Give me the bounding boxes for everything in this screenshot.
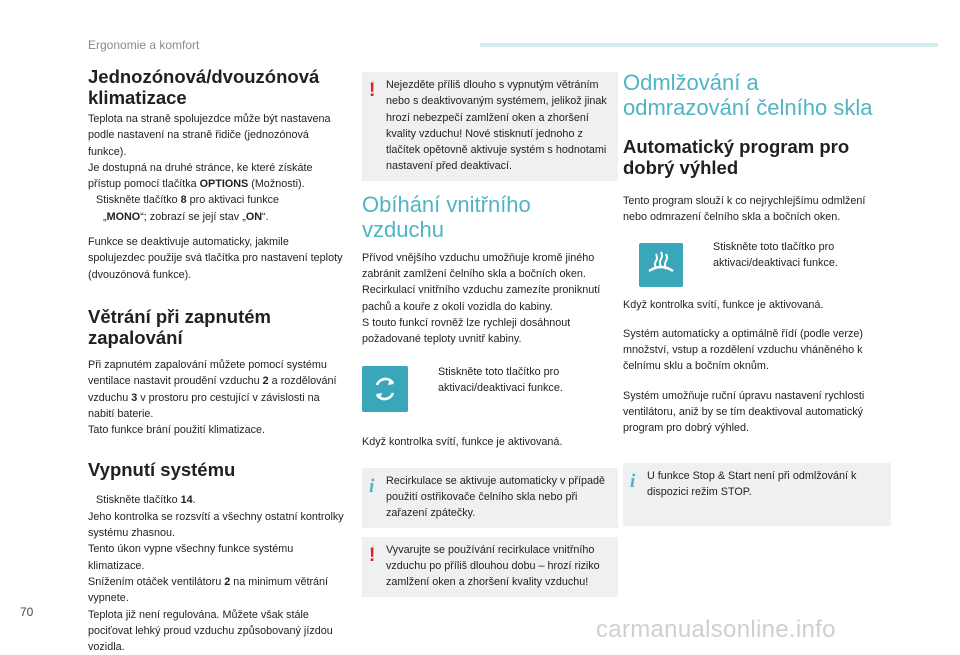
page-number: 70 (20, 605, 34, 619)
watermark: carmanualsonline.info (596, 616, 836, 643)
info-box: i Recirkulace se aktivuje automaticky v případě použití ostřikovače čelního skla nebo při zařazení zpátečky. (362, 468, 618, 528)
paragraph: Recirkulací vnitřního vzduchu zamezíte proniknutí pachů a kouře z okolí vozidla do kabiny. (362, 284, 601, 313)
recirculation-icon (362, 366, 408, 412)
paragraph: S touto funkcí rovněž lze rychleji dosáhnout požadované teploty uvnitř kabiny. (362, 316, 571, 346)
paragraph: Snížením otáček ventilátoru 2 na minimum větrání vypnete. (88, 575, 329, 605)
paragraph: Když kontrolka svítí, funkce je aktivovaná. (623, 298, 824, 311)
paragraph: Funkce se deaktivuje automaticky, jakmile spolujezdec použije svá tlačítka pro nastavení teploty (dvouzónová funkce). (88, 236, 343, 281)
button-instruction: Stiskněte toto tlačítko pro aktivaci/deaktivaci funkce. (623, 239, 891, 295)
paragraph: Tento úkon vypne všechny funkce systému klimatizace. (88, 543, 294, 572)
warning-box: ! Vyvarujte se používání recirkulace vnitřního vzduchu po příliš dlouhou dobu – hrozí riziko zamlžení oken a zhoršení kvality vzduchu! (362, 537, 618, 597)
info-box: i U funkce Stop & Start není při odmlžování k dispozici režim STOP. (623, 463, 891, 526)
paragraph: Přívod vnějšího vzduchu umožňuje kromě jiného zabránit zamlžení čelního skla a bočních oken. (362, 251, 595, 281)
paragraph: Systém umožňuje ruční úpravu nastavení rychlosti ventilátoru, aniž by se tím deaktivoval automatický program pro dobrý výhled. (623, 389, 865, 435)
warning-icon: ! (369, 544, 376, 566)
section-title-switch-off: Vypnutí systému (88, 459, 236, 481)
paragraph: Je dostupná na druhé stránce, ke které získáte přístup pomocí tlačítka OPTIONS (Možnosti). (88, 161, 313, 191)
paragraph: Jeho kontrolka se rozsvítí a všechny ostatní kontrolky systému zhasnou. (88, 510, 344, 540)
paragraph: Tato funkce brání použití klimatizace. (88, 424, 266, 437)
section-title-demisting: Odmlžování a odmrazování čelního skla (623, 70, 873, 120)
bullet-continuation: „MONO“; zobrazí se její stav „ON“. (103, 210, 269, 223)
paragraph: Teplota na straně spolujezdce může být nastavena podle nastavení na straně řidiče (jednozónová funkce). (88, 113, 331, 158)
section-title-visibility: Automatický program pro dobrý výhled (623, 136, 850, 178)
section-title-recirculation: Obíhání vnitřního vzduchu (362, 191, 531, 242)
paragraph: Když kontrolka svítí, funkce je aktivovaná. (362, 435, 563, 448)
paragraph: Teplota již není regulována. Můžete však stále pociťovat lehký proud vzduchu způsobovaný jízdou vozidla. (88, 608, 333, 654)
paragraph: Systém automaticky a optimálně řídí (podle verze) množství, vstup a rozdělení vzduchu vháněného k čelnímu sklu a bočním oknům. (623, 327, 864, 373)
paragraph: Při zapnutém zapalování můžete pomocí systému ventilace nastavit proudění vzduchu 2 a rozdělování vzduchu 3 v prostoru pro cestující v závislosti na nabití baterie. (88, 358, 337, 420)
warning-icon: ! (369, 80, 376, 101)
paragraph: Tento program slouží k co nejrychlejšímu odmlžení nebo odmrazení čelního skla a bočních oken. (623, 195, 866, 224)
windscreen-defrost-icon (639, 243, 683, 287)
section-header: Ergonomie a komfort (88, 38, 200, 52)
section-title-ventilation: Větrání při zapnutém zapalování (88, 305, 271, 348)
column-1 (88, 66, 348, 655)
section-title-climate: Jednozónová/dvouzónová klimatizace (88, 66, 320, 108)
button-instruction: Stiskněte toto tlačítko pro aktivaci/deaktivaci funkce. (362, 364, 618, 434)
bullet-item: Stiskněte tlačítko 8 pro aktivaci funkce (96, 194, 280, 207)
column-3 (623, 70, 891, 526)
bullet-item: Stiskněte tlačítko 14. (96, 494, 196, 507)
header-accent-bar (480, 43, 938, 47)
column-2 (362, 72, 618, 597)
info-icon: i (369, 475, 375, 497)
info-icon: i (630, 470, 636, 492)
warning-box: ! Nejezděte příliš dlouho s vypnutým větráním nebo s deaktivovaným systémem, jelikož jinak hrozí nebezpečí zamlžení oken a zhoršení kvality vzduchu! Nové stisknutí jednoho z tlačítek opětovně aktivuje systém s hodnotami nastavení před deaktivací. (362, 72, 618, 181)
